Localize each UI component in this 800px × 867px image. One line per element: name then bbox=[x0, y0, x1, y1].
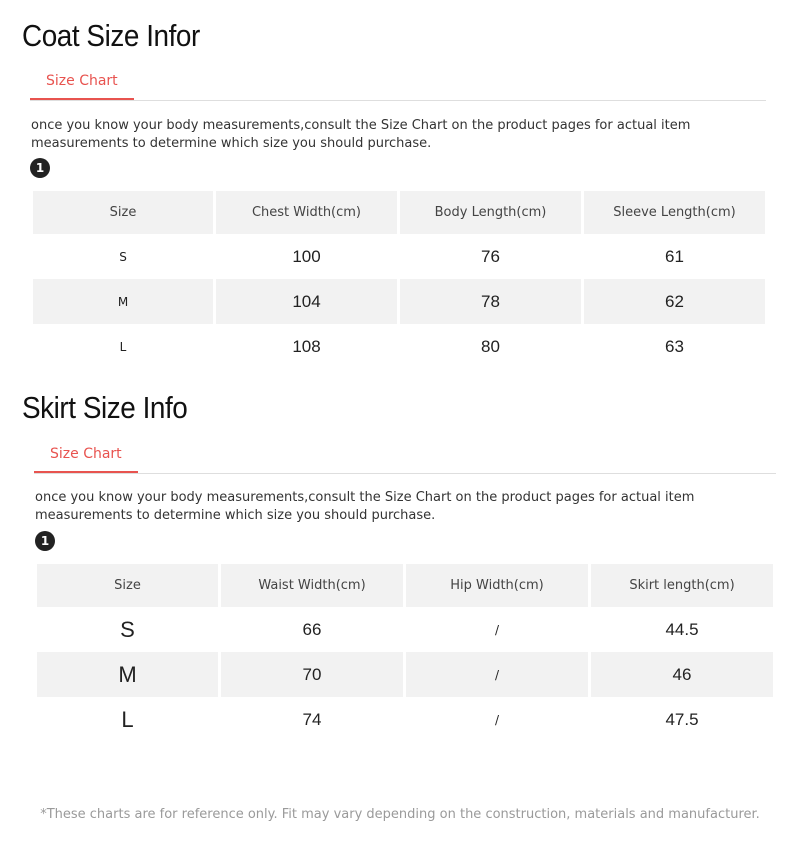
coat-header-chest-width: Chest Width(cm) bbox=[216, 191, 397, 234]
skirt-cell-waist-width: 74 bbox=[302, 709, 322, 729]
coat-table-row-l bbox=[33, 324, 765, 369]
coat-cell-body-length: 80 bbox=[481, 336, 500, 356]
skirt-step-badge: 1 bbox=[35, 531, 55, 551]
skirt-section-title: Skirt Size Info bbox=[22, 390, 188, 425]
skirt-header-hip-width: Hip Width(cm) bbox=[406, 564, 588, 607]
coat-section-title: Coat Size Infor bbox=[22, 18, 200, 53]
reference-footnote: *These charts are for reference only. Fit may vary depending on the construction, materials and manufacturer. bbox=[40, 807, 760, 822]
coat-intro-text: once you know your body measurements,consult the Size Chart on the product pages for actual item measurements to determine which size you should purchase. bbox=[31, 118, 691, 151]
skirt-table-row-m bbox=[37, 652, 773, 697]
skirt-cell-size: S bbox=[120, 616, 135, 642]
skirt-table-header-row bbox=[37, 564, 773, 607]
coat-cell-chest-width: 100 bbox=[292, 246, 321, 266]
coat-table-row-s bbox=[33, 234, 765, 279]
coat-tab-bar bbox=[30, 64, 766, 101]
coat-cell-body-length: 78 bbox=[400, 279, 581, 324]
coat-cell-sleeve-length: 63 bbox=[665, 336, 684, 356]
skirt-cell-skirt-length: 44.5 bbox=[665, 619, 699, 639]
skirt-cell-size: L bbox=[121, 706, 134, 732]
skirt-header-skirt-length: Skirt length(cm) bbox=[591, 564, 773, 607]
coat-header-size: Size bbox=[33, 191, 213, 234]
coat-cell-chest-width: 104 bbox=[216, 279, 397, 324]
coat-step-badge: 1 bbox=[30, 158, 50, 178]
skirt-header-waist-width: Waist Width(cm) bbox=[221, 564, 403, 607]
coat-cell-sleeve-length: 62 bbox=[584, 279, 765, 324]
skirt-tab-bar bbox=[34, 437, 776, 474]
coat-header-body-length: Body Length(cm) bbox=[400, 191, 581, 234]
coat-table-row-m bbox=[33, 279, 765, 324]
skirt-cell-hip-width: / bbox=[494, 622, 500, 637]
coat-cell-size: S bbox=[119, 249, 127, 264]
skirt-cell-hip-width: / bbox=[494, 712, 500, 727]
skirt-size-table bbox=[34, 564, 776, 742]
skirt-header-size: Size bbox=[37, 564, 218, 607]
skirt-tab-size-chart[interactable]: Size Chart bbox=[34, 437, 138, 473]
coat-cell-size: M bbox=[33, 279, 213, 324]
skirt-cell-hip-width: / bbox=[406, 652, 588, 697]
skirt-cell-size: M bbox=[37, 652, 218, 697]
coat-cell-body-length: 76 bbox=[481, 246, 500, 266]
coat-size-table bbox=[30, 191, 768, 369]
skirt-intro-text: once you know your body measurements,consult the Size Chart on the product pages for actual item measurements to determine which size you should purchase. bbox=[35, 490, 695, 523]
skirt-table-row-s bbox=[37, 607, 773, 652]
skirt-cell-skirt-length: 47.5 bbox=[665, 709, 699, 729]
coat-table-header-row bbox=[33, 191, 765, 234]
coat-tab-size-chart[interactable]: Size Chart bbox=[30, 64, 134, 100]
coat-cell-size: L bbox=[119, 339, 127, 354]
coat-cell-sleeve-length: 61 bbox=[665, 246, 684, 266]
coat-header-sleeve-length: Sleeve Length(cm) bbox=[584, 191, 765, 234]
skirt-cell-waist-width: 66 bbox=[302, 619, 322, 639]
skirt-table-row-l bbox=[37, 697, 773, 742]
skirt-cell-skirt-length: 46 bbox=[591, 652, 773, 697]
skirt-cell-waist-width: 70 bbox=[221, 652, 403, 697]
coat-cell-chest-width: 108 bbox=[292, 336, 321, 356]
